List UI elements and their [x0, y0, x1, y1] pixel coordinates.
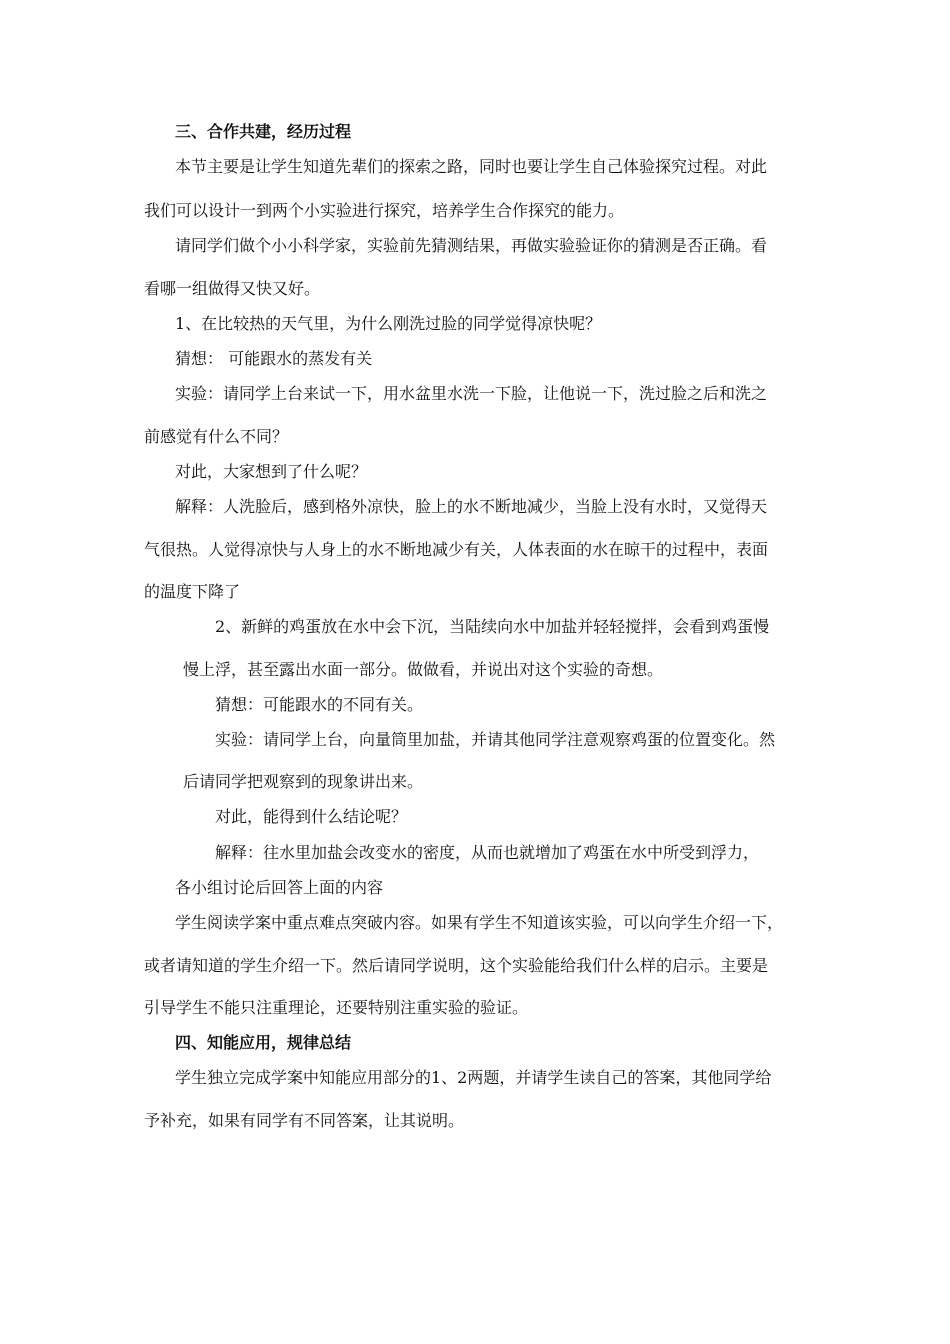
paragraph-line: 各小组讨论后回答上面的内容 [175, 878, 384, 897]
experiment-2: 实验：请同学上台，向量筒里加盐，并请其他同学注意观察鸡蛋的位置变化。然 [215, 730, 776, 749]
paragraph-line: 对此，大家想到了什么呢？ [175, 462, 368, 481]
paragraph-line: 请同学们做个小小科学家，实验前先猜测结果，再做实验验证你的猜测是否正确。看 [175, 236, 768, 255]
paragraph-line: 后请同学把观察到的现象讲出来。 [183, 772, 424, 791]
paragraph-line: 的温度下降了 [144, 582, 241, 601]
hypothesis-2: 猜想：可能跟水的不同有关。 [215, 695, 424, 714]
paragraph-line: 气很热。人觉得凉快与人身上的水不断地减少有关，人体表面的水在晾干的过程中，表面 [144, 540, 769, 559]
paragraph-line: 或者请知道的学生介绍一下。然后请同学说明，这个实验能给我们什么样的启示。主要是 [144, 956, 769, 975]
paragraph-line: 我们可以设计一到两个小实验进行探究，培养学生合作探究的能力。 [144, 201, 625, 220]
question-1: 1、在比较热的天气里，为什么刚洗过脸的同学觉得凉快呢？ [175, 314, 602, 333]
paragraph-line: 慢上浮，甚至露出水面一部分。做做看，并说出对这个实验的奇想。 [183, 660, 664, 679]
paragraph-line: 对此，能得到什么结论呢？ [215, 807, 408, 826]
paragraph-line: 看哪一组做得又快又好。 [144, 279, 321, 298]
section-heading-4: 四、知能应用，规律总结 [175, 1033, 352, 1052]
paragraph-line: 引导学生不能只注重理论，还要特别注重实验的验证。 [144, 998, 529, 1017]
paragraph-line: 前感觉有什么不同？ [144, 427, 289, 446]
hypothesis-1: 猜想： 可能跟水的蒸发有关 [175, 349, 373, 368]
question-2: 2、新鲜的鸡蛋放在水中会下沉，当陆续向水中加盐并轻轻搅拌，会看到鸡蛋慢 [215, 617, 770, 636]
paragraph-line: 学生阅读学案中重点难点突破内容。如果有学生不知道该实验，可以向学生介绍一下， [175, 913, 784, 932]
explanation-2: 解释：往水里加盐会改变水的密度，从而也就增加了鸡蛋在水中所受到浮力， [215, 843, 760, 862]
section-heading-3: 三、合作共建，经历过程 [175, 122, 352, 141]
paragraph-line: 予补充，如果有同学有不同答案，让其说明。 [144, 1111, 465, 1130]
experiment-1: 实验：请同学上台来试一下，用水盆里水洗一下脸，让他说一下，洗过脸之后和洗之 [175, 384, 768, 403]
paragraph-line: 本节主要是让学生知道先辈们的探索之路，同时也要让学生自己体验探究过程。对此 [175, 157, 768, 176]
explanation-1: 解释：人洗脸后，感到格外凉快，脸上的水不断地减少，当脸上没有水时，又觉得天 [175, 497, 768, 516]
paragraph-line: 学生独立完成学案中知能应用部分的1、2两题，并请学生读自己的答案，其他同学给 [175, 1068, 772, 1087]
